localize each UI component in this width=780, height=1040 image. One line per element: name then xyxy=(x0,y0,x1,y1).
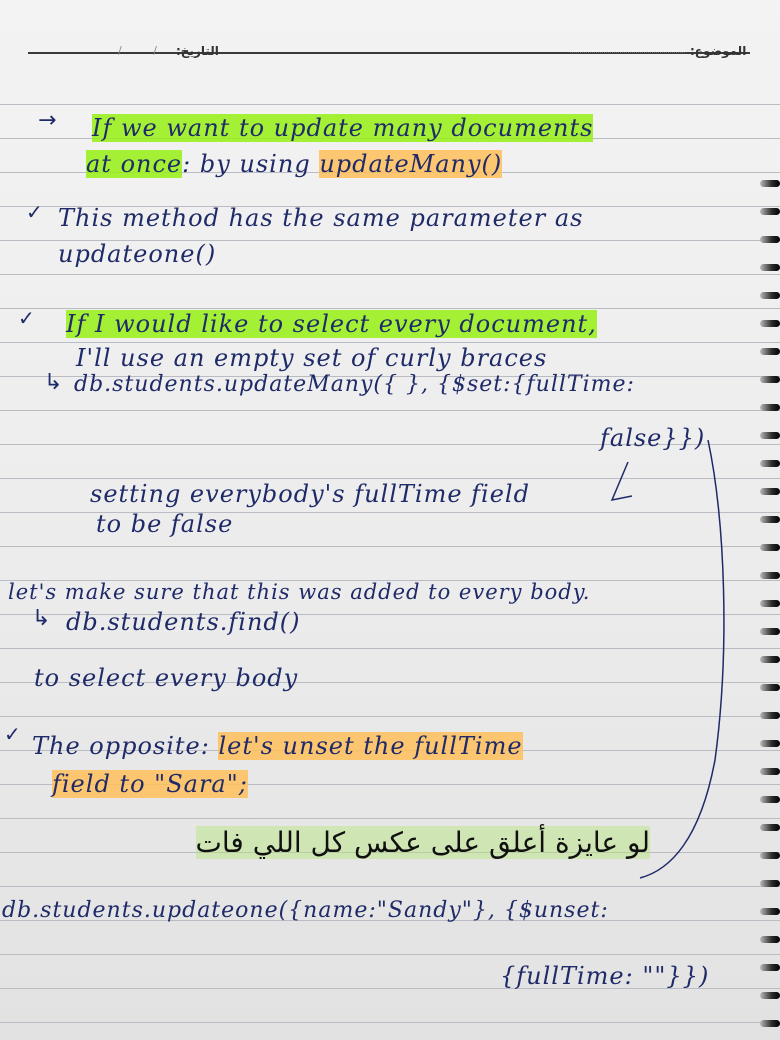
note-code: db.students.updateone({name:"Sandy"}, {$unset: xyxy=(2,898,609,923)
spiral-ring xyxy=(760,712,780,719)
spiral-ring xyxy=(760,656,780,663)
spiral-ring xyxy=(760,572,780,579)
subject-label: الموضوع: xyxy=(690,44,747,58)
note-code: {fullTime: ""}}) xyxy=(500,962,710,990)
spiral-ring xyxy=(760,264,780,271)
highlight-green: at once xyxy=(86,150,183,178)
date-label: التاريخ: xyxy=(176,44,219,58)
turn-arrow-icon: ↳ xyxy=(44,370,63,395)
note-text: I'll use an empty set of curly braces xyxy=(76,344,548,372)
spiral-ring xyxy=(760,404,780,411)
spiral-ring xyxy=(760,796,780,803)
highlight-orange: let's unset the fullTime xyxy=(218,732,523,760)
spiral-ring xyxy=(760,516,780,523)
spiral-ring xyxy=(760,740,780,747)
spiral-ring xyxy=(760,292,780,299)
highlight-green: If we want to update many documents xyxy=(92,114,594,142)
highlight-orange: field to "Sara"; xyxy=(52,770,248,798)
spiral-ring xyxy=(760,852,780,859)
spiral-ring xyxy=(760,320,780,327)
highlight-orange: updateMany() xyxy=(319,150,503,178)
arrow-right-icon: → xyxy=(38,108,57,133)
spiral-ring xyxy=(760,936,780,943)
highlight-green-faint: لو عايزة أعلق على عكس كل اللي فات xyxy=(195,826,650,859)
spiral-ring xyxy=(760,376,780,383)
note-text: : by using xyxy=(182,150,320,178)
note-text: setting everybody's fullTime field xyxy=(90,480,530,508)
spiral-ring xyxy=(760,768,780,775)
note-code: false}}) xyxy=(600,424,706,452)
spiral-ring xyxy=(760,236,780,243)
spiral-ring xyxy=(760,684,780,691)
turn-arrow-icon: ↳ xyxy=(32,606,51,631)
small-arrow-mark xyxy=(612,462,632,500)
spiral-ring xyxy=(760,544,780,551)
spiral-ring xyxy=(760,824,780,831)
spiral-ring xyxy=(760,460,780,467)
spiral-ring xyxy=(760,908,780,915)
spiral-ring xyxy=(760,208,780,215)
spiral-ring xyxy=(760,600,780,607)
note-code: db.students.updateMany({ }, {$set:{fullTime: xyxy=(74,372,635,397)
note-text: to be false xyxy=(96,510,234,538)
checkmark-icon: ✓ xyxy=(18,306,35,330)
checkmark-icon: ✓ xyxy=(4,722,21,746)
note-text: to select every body xyxy=(34,664,299,692)
note-code: db.students.find() xyxy=(66,608,301,636)
highlight-green: If I would like to select every document, xyxy=(66,310,597,338)
note-text: let's make sure that this was added to every body. xyxy=(8,580,591,604)
connector-path xyxy=(640,440,724,878)
spiral-ring xyxy=(760,348,780,355)
spiral-ring xyxy=(760,488,780,495)
note-text: updateone() xyxy=(58,240,217,268)
spiral-ring xyxy=(760,880,780,887)
spiral-ring xyxy=(760,628,780,635)
checkmark-icon: ✓ xyxy=(26,200,43,224)
spiral-ring xyxy=(760,432,780,439)
spiral-ring xyxy=(760,180,780,187)
spiral-ring xyxy=(760,1020,780,1027)
note-text: The opposite: xyxy=(32,732,219,760)
date-marks: / / xyxy=(118,44,171,57)
note-text: This method has the same parameter as xyxy=(58,204,584,232)
spiral-ring xyxy=(760,992,780,999)
spiral-ring xyxy=(760,964,780,971)
